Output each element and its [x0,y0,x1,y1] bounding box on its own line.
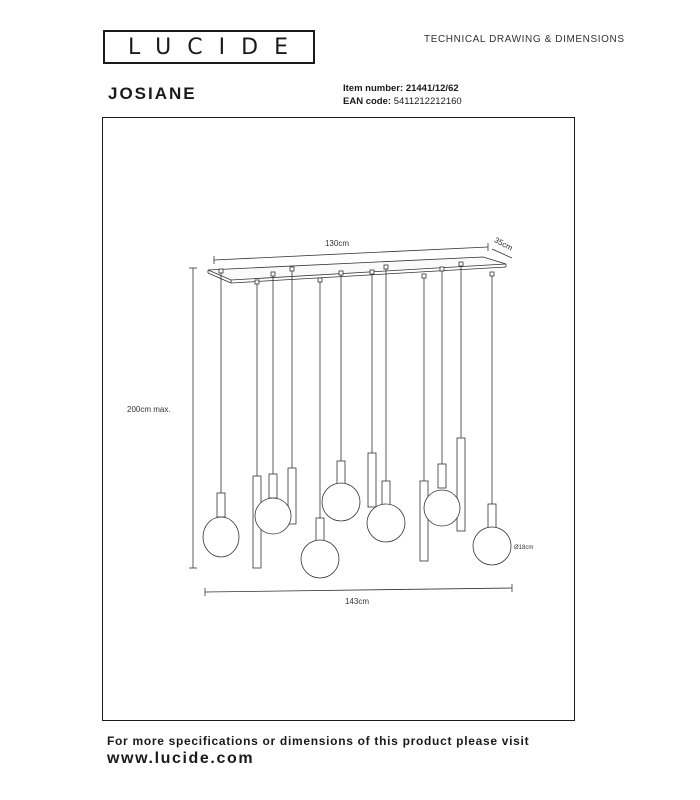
pendant-globe [255,498,291,534]
pendant-shade [217,493,225,517]
pendant-globe [301,540,339,578]
ean-label: EAN code: [343,96,394,107]
item-number-label: Item number: [343,83,406,94]
pendant-shade [420,481,428,561]
pendant-shade [368,453,376,507]
ean-value: 5411212212160 [393,96,462,107]
pendant-shade [438,464,446,488]
footer-text: For more specifications or dimensions of this product please visit [107,734,530,748]
pendant-globe [322,483,360,521]
pendant-shade [457,438,465,531]
label-width-top: 130cm [324,239,350,248]
label-diameter: Ø18cm [514,545,534,551]
pendant-globe [367,504,405,542]
label-width-overall: 143cm [344,597,370,606]
dimension-width-top [214,247,488,260]
pendant-shade [337,461,345,485]
pendant-shade [316,518,324,542]
pendant-globe [473,527,511,565]
product-name: JOSIANE [108,84,197,103]
document-type: TECHNICAL DRAWING & DIMENSIONS [424,34,625,45]
pendant-shade [382,481,390,505]
pendant-globe [203,517,239,557]
logo-text: LUCIDE [128,34,304,60]
dimension-width-overall [205,588,512,592]
label-height: 200cm max. [127,405,171,414]
pendant-globe [424,490,460,526]
website-link[interactable]: www.lucide.com [107,750,255,767]
pendant-shade [269,474,277,498]
item-number-value: 21441/12/62 [405,83,459,94]
label-depth: 35cm [492,235,515,253]
